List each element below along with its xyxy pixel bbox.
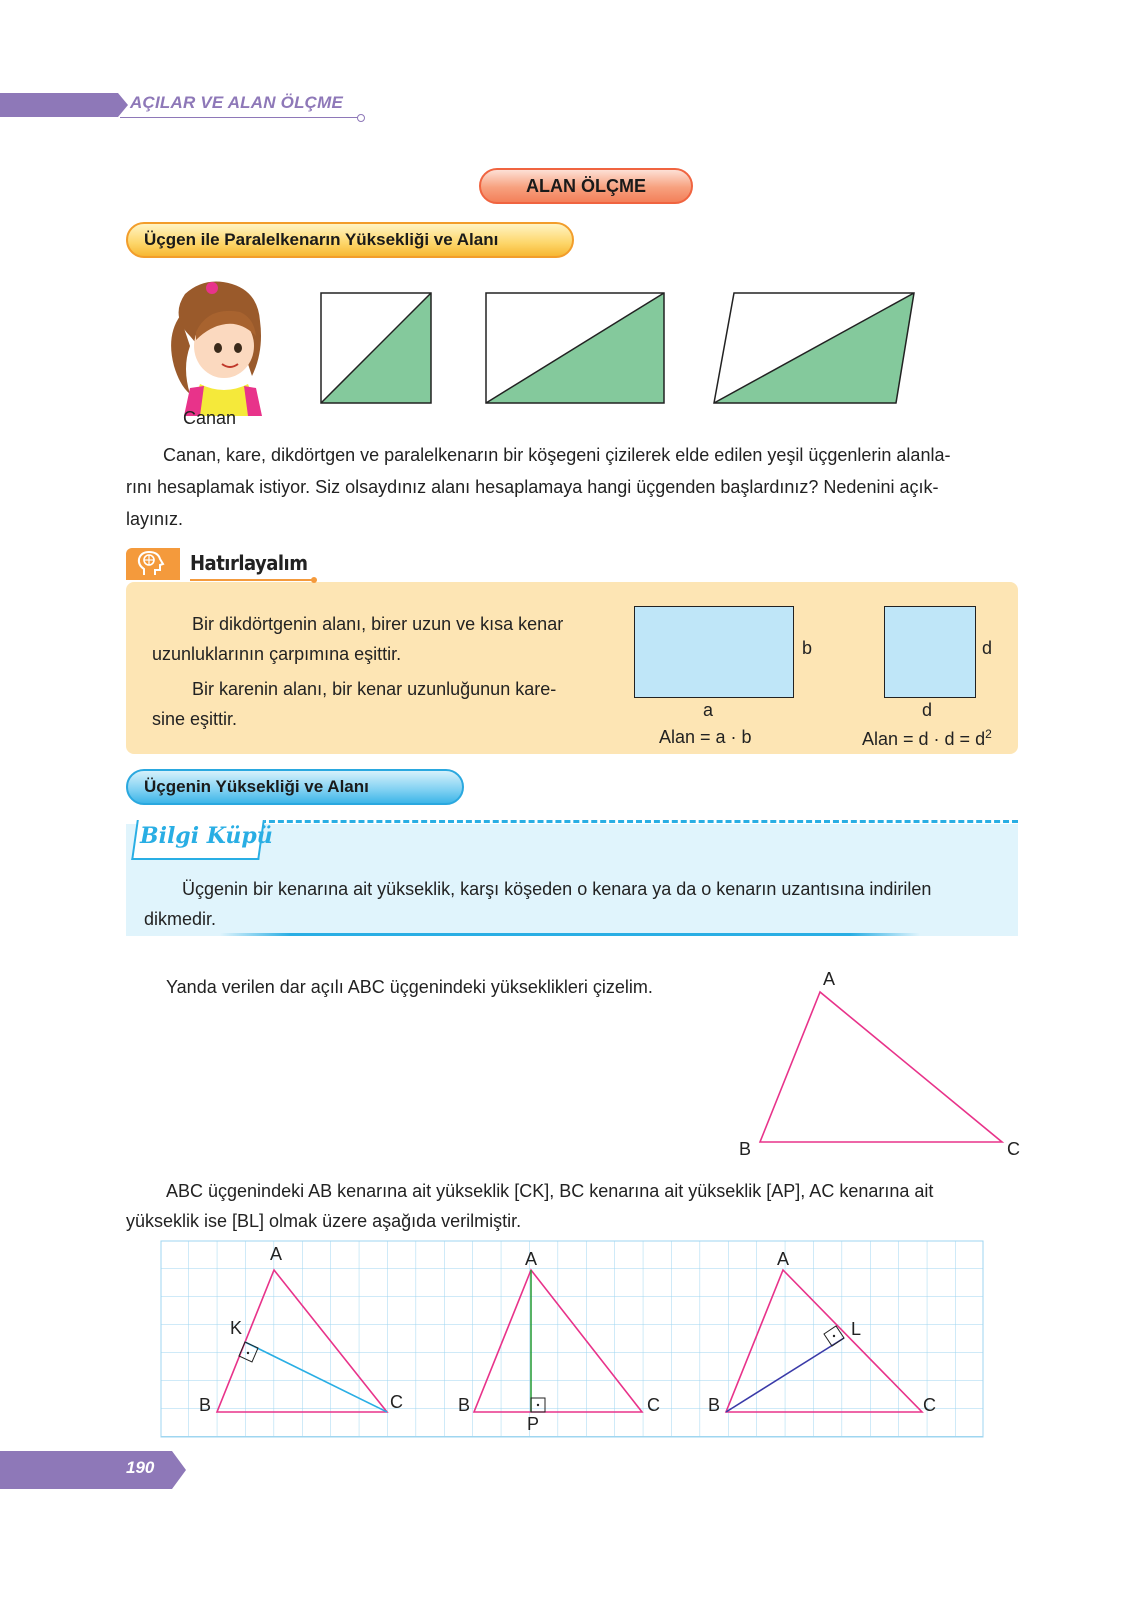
acute-triangle-figure [740,986,1008,1148]
intro-line-3: layınız. [126,509,184,529]
header-band-tip [118,93,128,117]
rectangle-area-formula: Alan = a · b [659,727,752,747]
footer-band-tip [172,1451,186,1489]
example-text: Yanda verilen dar açılı ABC üçgenindeki yükseklikleri çizelim. [166,977,653,997]
remember-p2-line2: sine eşittir. [152,709,238,729]
remember-p1-line2: uzunluklarının çarpımına eşittir. [152,644,402,664]
square-side-label: d [982,638,993,658]
vertex-a-label: A [823,969,836,989]
fig1-c-label: C [390,1392,403,1412]
intro-line-2: rını hesaplamak istiyor. Siz olsaydınız alanı hesaplamaya hangi üçgenden başlardınız? Nedenini açık- [126,477,939,497]
intro-line-1: Canan, kare, dikdörtgen ve paralelkenarın bir köşegeni çizilerek elde edilen yeşil üçgenlerin alanla- [163,445,951,465]
square-figure [884,606,976,698]
subsection-title-triangle: Üçgenin Yüksekliği ve Alanı [126,769,464,805]
header-underline [120,117,360,118]
page-number: 190 [126,1458,155,1477]
remember-title: Hatırlayalım [190,551,308,575]
rectangle-side-label: b [802,638,813,658]
square-area-formula: Alan = $d \cdot d = d^2$ [862,727,992,749]
info-line-1: Üçgenin bir kenarına ait yükseklik, karşı köşeden o kenara ya da o kenarın uzantısına indirilen [182,879,932,899]
remember-dot [311,577,317,583]
fig2-a-label: A [525,1249,538,1269]
subsection-title-parallelogram: Üçgen ile Paralelkenarın Yüksekliği ve Alanı [126,222,574,258]
fig3-a-label: A [777,1249,790,1269]
fig1-k-label: K [230,1318,243,1338]
fig3-l-label: L [851,1319,862,1339]
fig1-b-label: B [199,1395,212,1415]
square-area-exponent: 2 [985,727,992,741]
parallelogram-diagonal-figure [712,292,916,404]
heights-line-2: yükseklik ise [BL] olmak üzere aşağıda verilmiştir. [126,1211,522,1231]
triangle-heights-grid [160,1240,984,1440]
square-diagonal-figure [320,292,432,404]
rectangle-figure [634,606,794,698]
fig3-b-label: B [708,1395,721,1415]
info-bottom-line [220,933,920,936]
heights-line-1: ABC üçgenindeki AB kenarına ait yükseklik [CK], BC kenarına ait yükseklik [AP], AC kenarına ait [166,1181,934,1201]
character-name: Canan [183,408,237,428]
vertex-b-label: B [739,1139,752,1159]
info-dashed-line [260,820,1018,823]
info-line-2: dikmedir. [144,909,217,929]
canan-illustration [160,276,280,416]
section-title: ALAN ÖLÇME [479,168,693,204]
header-dot [357,114,365,122]
rectangle-bottom-label: a [703,700,714,720]
square-bottom-label: d [922,700,933,720]
remember-p1-line1: Bir dikdörtgenin alanı, birer uzun ve kısa kenar [192,614,564,634]
vertex-c-label: C [1007,1139,1020,1159]
fig1-a-label: A [270,1244,283,1264]
fig2-c-label: C [647,1395,660,1415]
chapter-title: AÇILAR VE ALAN ÖLÇME [130,93,344,112]
header-band [0,93,118,117]
fig3-c-label: C [923,1395,936,1415]
remember-p2-line1: Bir karenin alanı, bir kenar uzunluğunun kare- [192,679,557,699]
fig2-p-label: P [527,1414,540,1434]
fig2-b-label: B [458,1395,471,1415]
info-tag: Bilgi Küpü [140,823,273,849]
rectangle-diagonal-figure [485,292,665,404]
remember-underline [190,579,314,581]
head-idea-icon [136,551,166,577]
